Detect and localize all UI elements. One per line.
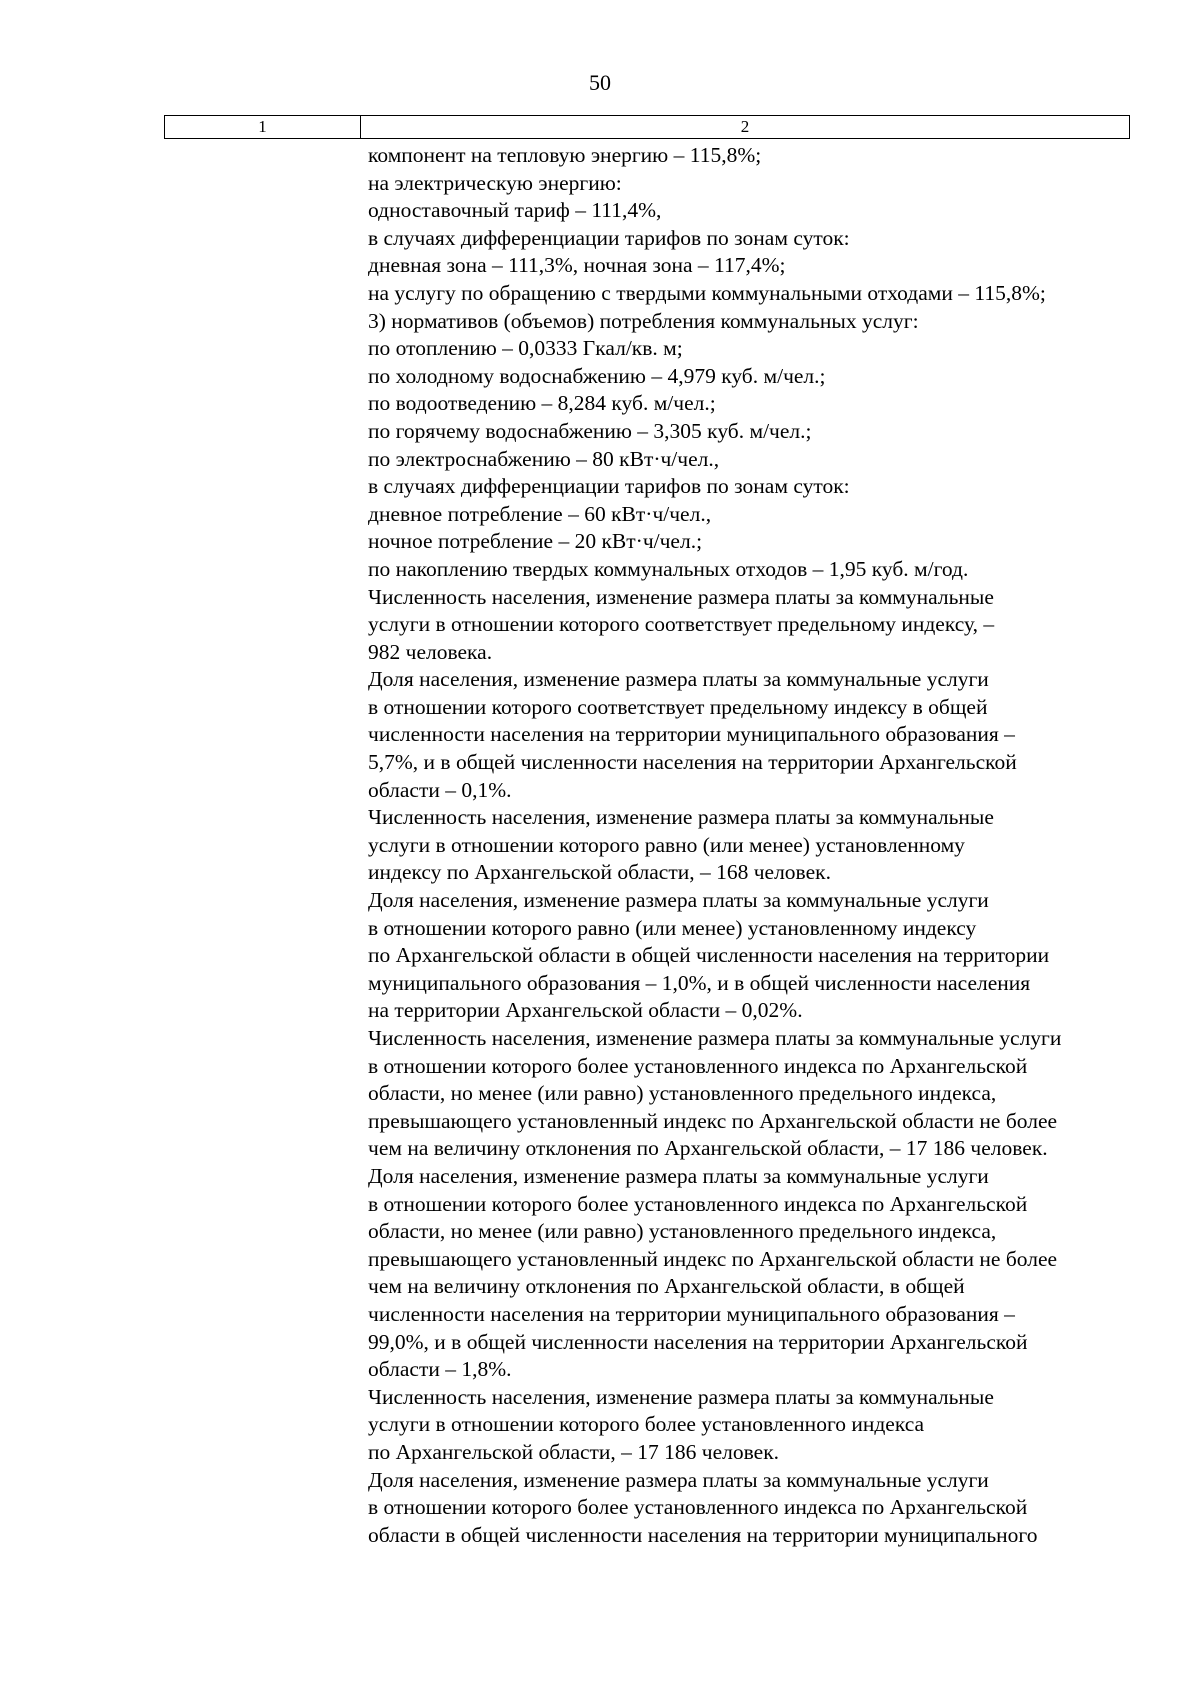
text-line: 3) нормативов (объемов) потребления коммунальных услуг: (368, 308, 919, 333)
text-line: по Архангельской области, – 17 186 человек. (368, 1439, 780, 1464)
text-line: 5,7%, и в общей численности населения на территории Архангельской (368, 750, 1017, 775)
text-line: ночное потребление – 20 кВт·ч/чел.; (368, 529, 703, 554)
text-line: численности населения на территории муниципального образования – (368, 722, 1015, 747)
text-line: по водоотведению – 8,284 куб. м/чел.; (368, 391, 716, 416)
text-line: муниципального образования – 1,0%, и в общей численности населения (368, 970, 1031, 995)
text-line: в отношении которого равно (или менее) установленному индексу (368, 915, 977, 940)
text-line: на электрическую энергию: (368, 170, 622, 195)
text-line: превышающего установленный индекс по Архангельской области не более (368, 1108, 1058, 1133)
text-line: по электроснабжению – 80 кВт·ч/чел., (368, 446, 720, 471)
text-line: дневная зона – 111,3%, ночная зона – 117,4%; (368, 253, 786, 278)
text-line: компонент на тепловую энергию – 115,8%; (368, 143, 762, 167)
text-line: области в общей численности населения на территории муниципального (368, 1522, 1038, 1547)
text-line: услуги в отношении которого более установленного индекса (368, 1412, 925, 1437)
table-header-col-2: 2 (740, 117, 750, 136)
text-line: в отношении которого более установленного индекса по Архангельской (368, 1191, 1028, 1216)
document-body-column-2 (368, 142, 1148, 1549)
text-line: 982 человека. (368, 639, 493, 664)
text-line: индексу по Архангельской области, – 168 человек. (368, 860, 831, 885)
text-line: по горячему водоснабжению – 3,305 куб. м/чел.; (368, 418, 812, 443)
text-line: Численность населения, изменение размера платы за коммунальные услуги (368, 1026, 1062, 1050)
text-line: Доля населения, изменение размера платы за коммунальные услуги (368, 1163, 989, 1188)
text-line: в отношении которого соответствует предельному индексу в общей (368, 694, 988, 719)
text-line: Численность населения, изменение размера платы за коммунальные (368, 1384, 994, 1409)
text-line: превышающего установленный индекс по Архангельской области не более (368, 1246, 1058, 1271)
text-line: в случаях дифференциации тарифов по зонам суток: (368, 225, 850, 250)
text-line: Доля населения, изменение размера платы за коммунальные услуги (368, 888, 989, 913)
table-header-row (164, 115, 1130, 139)
text-line: по накоплению твердых коммунальных отходов – 1,95 куб. м/год. (368, 556, 969, 581)
text-line: в случаях дифференциации тарифов по зонам суток: (368, 474, 850, 499)
text-line: в отношении которого более установленного индекса по Архангельской (368, 1053, 1028, 1078)
text-line: по холодному водоснабжению – 4,979 куб. м/чел.; (368, 363, 826, 388)
text-line: области, но менее (или равно) установленного предельного индекса, (368, 1219, 997, 1244)
text-line: одноставочный тариф – 111,4%, (368, 198, 662, 223)
text-line: области, но менее (или равно) установленного предельного индекса, (368, 1081, 997, 1106)
text-line: Доля населения, изменение размера платы за коммунальные услуги (368, 667, 989, 692)
text-line: в отношении которого более установленного индекса по Архангельской (368, 1495, 1028, 1520)
text-line: области – 1,8%. (368, 1357, 512, 1382)
text-line: дневное потребление – 60 кВт·ч/чел., (368, 501, 712, 526)
text-line: 99,0%, и в общей численности населения на территории Архангельской (368, 1329, 1028, 1354)
text-line: по отоплению – 0,0333 Гкал/кв. м; (368, 336, 683, 361)
text-line: Численность населения, изменение размера платы за коммунальные (368, 584, 994, 609)
text-line: услуги в отношении которого соответствует предельному индексу, – (368, 612, 995, 637)
text-line: на услугу по обращению с твердыми коммунальными отходами – 115,8%; (368, 280, 1046, 305)
table-header-col-1: 1 (165, 116, 361, 138)
text-line: на территории Архангельской области – 0,02%. (368, 998, 803, 1023)
text-line: численности населения на территории муниципального образования – (368, 1301, 1015, 1326)
text-line: Доля населения, изменение размера платы за коммунальные услуги (368, 1467, 989, 1492)
page-number: 50 (589, 70, 611, 95)
text-line: по Архангельской области в общей численности населения на территории (368, 943, 1050, 968)
text-line: области – 0,1%. (368, 777, 512, 802)
text-line: чем на величину отклонения по Архангельской области, в общей (368, 1274, 965, 1299)
text-line: Численность населения, изменение размера платы за коммунальные (368, 805, 994, 830)
text-line: чем на величину отклонения по Архангельской области, – 17 186 человек. (368, 1136, 1048, 1161)
text-line: услуги в отношении которого равно (или менее) установленному (368, 832, 965, 857)
